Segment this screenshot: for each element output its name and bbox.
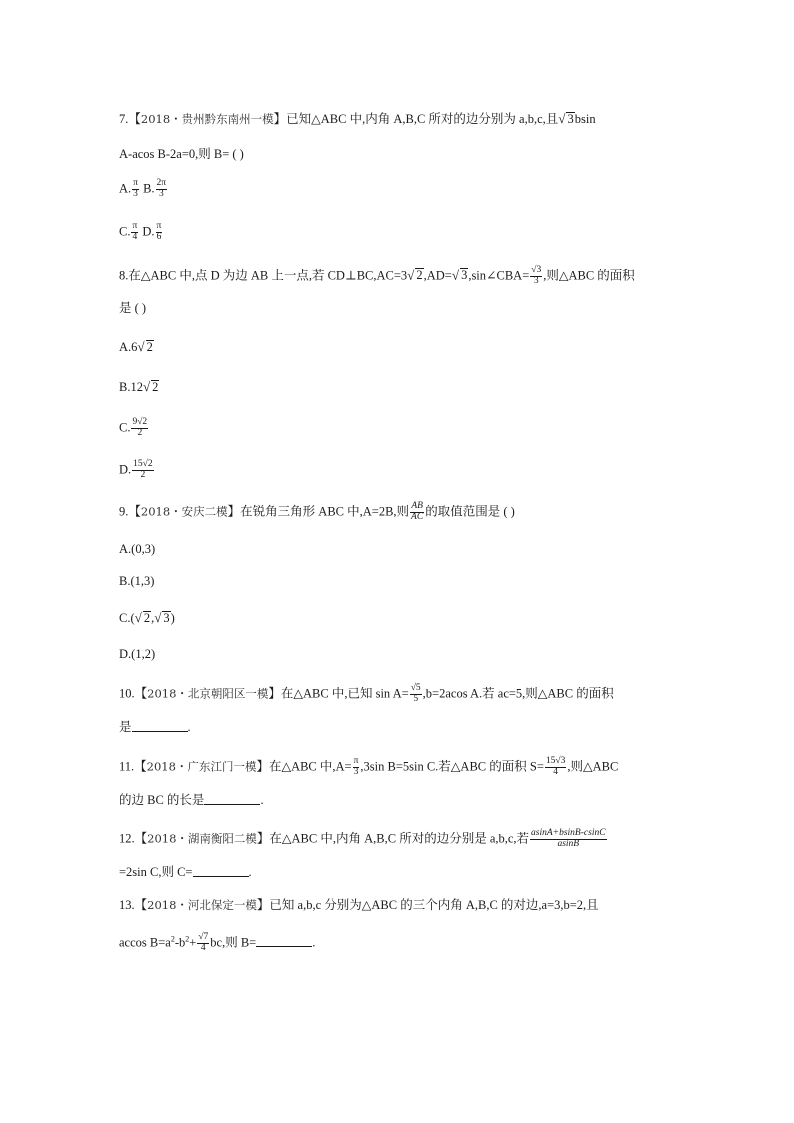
q7-option-d-label: D. xyxy=(139,224,155,239)
q9-option-c-sqrt-2: 3 xyxy=(163,611,170,625)
frac-denominator: 2 xyxy=(137,427,143,438)
q8-option-c-label: C. xyxy=(119,420,131,435)
q9-source-tag: 2018・安庆二模 xyxy=(140,504,228,519)
question-7-options-cd xyxy=(119,222,163,243)
superscript: 2 xyxy=(185,934,190,944)
frac-numerator: AB xyxy=(411,501,423,511)
q9-text-1: 】在锐角三角形 ABC 中,A=2B,则 xyxy=(227,504,410,519)
q13-eq-part-2: -b xyxy=(174,935,186,950)
q7-sqrt-arg: 3 xyxy=(567,112,574,126)
q9-option-d: D.(1,2) xyxy=(119,647,156,661)
frac-numerator: √3 xyxy=(531,265,542,275)
period: . xyxy=(312,935,316,950)
q7-option-b-label: B. xyxy=(139,181,155,196)
q12-text-1: 】在△ABC 中,内角 A,B,C 所对的边分别是 a,b,c,若 xyxy=(256,831,530,846)
frac-denominator: AC xyxy=(411,511,424,522)
q11-line-2-text: 的边 BC 的长是 xyxy=(119,793,205,807)
frac-denominator: 4 xyxy=(132,231,138,242)
q11-text-1: 】在△ABC 中,A= xyxy=(256,759,352,774)
q9-prefix: 9.【 xyxy=(119,504,141,519)
q9-fraction xyxy=(410,502,424,523)
q7-source-tag: 2018・贵州黔东南州一模 xyxy=(140,112,274,126)
q12-source-tag: 2018・湖南衡阳二模 xyxy=(147,831,257,846)
sqrt-symbol: √ xyxy=(451,267,460,283)
q9-option-c-comma: , xyxy=(151,611,155,625)
q9-option-c-open: C.( xyxy=(119,611,135,625)
question-7-line-1 xyxy=(119,112,596,127)
q11-text-2: ,3sin B=5sin C.若△ABC 的面积 S= xyxy=(360,759,544,774)
period: . xyxy=(248,865,252,879)
q7-stem-tail: bsin xyxy=(574,112,596,126)
q13-eq-part-3: + xyxy=(189,935,197,950)
frac-denominator: 3 xyxy=(133,188,138,199)
q8-option-d-fraction xyxy=(132,460,153,481)
q8-option-c xyxy=(119,418,149,439)
frac-denominator: 3 xyxy=(533,275,539,286)
q7-option-c-label: C. xyxy=(119,224,131,239)
frac-numerator: √7 xyxy=(198,932,209,942)
frac-numerator: π xyxy=(156,221,162,231)
q10-source-tag: 2018・北京朝阳区一模 xyxy=(147,686,269,701)
frac-numerator: 2π xyxy=(156,178,167,188)
frac-denominator: 3 xyxy=(353,766,359,777)
question-12-line-1 xyxy=(119,829,608,850)
q9-option-c-close: ) xyxy=(170,611,175,625)
q7-option-a-fraction xyxy=(132,179,139,200)
q11-source-tag: 2018・广东江门一模 xyxy=(146,759,257,774)
q12-prefix: 12.【 xyxy=(119,831,148,846)
q8-option-a-label: A.6 xyxy=(119,340,138,354)
frac-denominator: 2 xyxy=(140,469,146,480)
q8-sqrt-2: 3 xyxy=(461,268,468,283)
q8-fraction xyxy=(530,266,542,287)
q9-option-b: B.(1,3) xyxy=(119,574,155,588)
question-7-line-2: A-acos B-2a=0,则 B= ( ) xyxy=(119,147,244,161)
q11-text-3: ,则△ABC xyxy=(567,759,619,774)
frac-denominator: asinB xyxy=(557,838,580,849)
question-12-line-2 xyxy=(119,866,252,879)
sqrt-symbol: √ xyxy=(558,111,566,126)
frac-numerator: asinA+bsinB-csinC xyxy=(531,828,606,838)
q10-text-1: 】在△ABC 中,已知 sin A= xyxy=(268,686,409,701)
q11-fraction-2 xyxy=(545,757,566,778)
q7-prefix: 7.【 xyxy=(119,112,141,126)
period: . xyxy=(187,720,191,734)
sqrt-symbol: √ xyxy=(154,610,162,625)
q9-option-c-sqrt-1: 2 xyxy=(143,611,151,625)
frac-numerator: π xyxy=(132,221,138,231)
q7-option-a-label: A. xyxy=(119,181,132,196)
frac-numerator: 15√2 xyxy=(133,459,153,469)
q8-option-b-label: B.12 xyxy=(119,380,143,394)
frac-numerator: 15√3 xyxy=(545,756,566,766)
q13-fraction xyxy=(197,933,209,954)
q13-eq-part-1: accos B=a xyxy=(119,935,171,950)
q7-option-c-fraction xyxy=(131,222,138,243)
q8-option-a-sqrt: 2 xyxy=(146,340,153,354)
question-10-line-1 xyxy=(119,684,614,705)
q8-option-d xyxy=(119,460,155,481)
q13-source-tag: 2018・河北保定一模 xyxy=(147,898,257,912)
q11-fraction-1 xyxy=(353,757,360,778)
q9-option-a: A.(0,3) xyxy=(119,542,156,556)
frac-numerator: π xyxy=(353,756,359,766)
q10-fraction xyxy=(410,684,422,705)
q11-prefix: 11.【 xyxy=(119,759,147,774)
q8-text-3: ,sin∠CBA= xyxy=(468,268,530,283)
q9-text-2: 的取值范围是 ( ) xyxy=(425,504,515,519)
question-10-line-2 xyxy=(119,721,191,734)
q8-option-c-fraction xyxy=(131,418,148,439)
q8-text-4: ,则△ABC 的面积 xyxy=(543,268,635,283)
q7-stem-text: 】已知△ABC 中,内角 A,B,C 所对的边分别为 a,b,c,且 xyxy=(273,112,559,126)
q8-text-2: ,AD= xyxy=(423,268,452,283)
q10-prefix: 10.【 xyxy=(119,686,148,701)
question-9-line-1 xyxy=(119,502,515,523)
q7-option-b-fraction xyxy=(156,179,168,200)
question-13-line-2 xyxy=(119,933,315,954)
q10-line-2-text: 是 xyxy=(119,720,132,734)
question-13-line-1 xyxy=(119,899,599,912)
q12-fraction xyxy=(530,829,607,850)
q8-text-1: 8.在△ABC 中,点 D 为边 AB 上一点,若 CD⊥BC,AC=3 xyxy=(119,268,408,283)
frac-numerator: √5 xyxy=(410,683,421,693)
frac-numerator: π xyxy=(133,178,138,188)
question-7-options-ab xyxy=(119,179,168,200)
frac-denominator: 6 xyxy=(156,231,162,242)
q13-prefix: 13.【 xyxy=(119,898,148,912)
question-11-line-2 xyxy=(119,794,264,807)
question-8-line-2: 是 ( ) xyxy=(119,301,147,315)
q10-text-2: ,b=2acos A.若 ac=5,则△ABC 的面积 xyxy=(422,686,614,701)
question-11-line-1 xyxy=(119,757,618,778)
q8-sqrt-1: 2 xyxy=(416,268,423,283)
q13-eq-part-4: bc,则 B= xyxy=(210,935,257,950)
sqrt-symbol: √ xyxy=(134,610,142,625)
q12-line-2-text: =2sin C,则 C= xyxy=(119,865,193,879)
q10-answer-blank[interactable] xyxy=(132,721,188,732)
frac-denominator: 4 xyxy=(200,942,206,953)
q8-option-d-label: D. xyxy=(119,462,132,477)
q8-option-b-sqrt: 2 xyxy=(152,380,159,394)
q7-option-d-fraction xyxy=(156,222,163,243)
q9-option-c xyxy=(119,611,175,626)
frac-denominator: 5 xyxy=(413,693,419,704)
q11-answer-blank[interactable] xyxy=(204,794,260,805)
q8-option-a xyxy=(119,340,154,355)
sqrt-symbol: √ xyxy=(137,339,145,354)
frac-numerator: 9√2 xyxy=(132,417,148,427)
frac-denominator: 4 xyxy=(553,766,558,777)
superscript: 2 xyxy=(170,934,175,944)
frac-denominator: 3 xyxy=(158,188,164,199)
period: . xyxy=(260,793,264,807)
q12-answer-blank[interactable] xyxy=(193,866,249,877)
question-8-line-1 xyxy=(119,266,635,287)
q8-option-b xyxy=(119,380,159,395)
sqrt-symbol: √ xyxy=(142,379,151,394)
q13-text-1: 】已知 a,b,c 分别为△ABC 的三个内角 A,B,C 的对边,a=3,b=2,且 xyxy=(256,898,599,912)
q13-answer-blank[interactable] xyxy=(256,936,312,947)
sqrt-symbol: √ xyxy=(407,267,415,283)
